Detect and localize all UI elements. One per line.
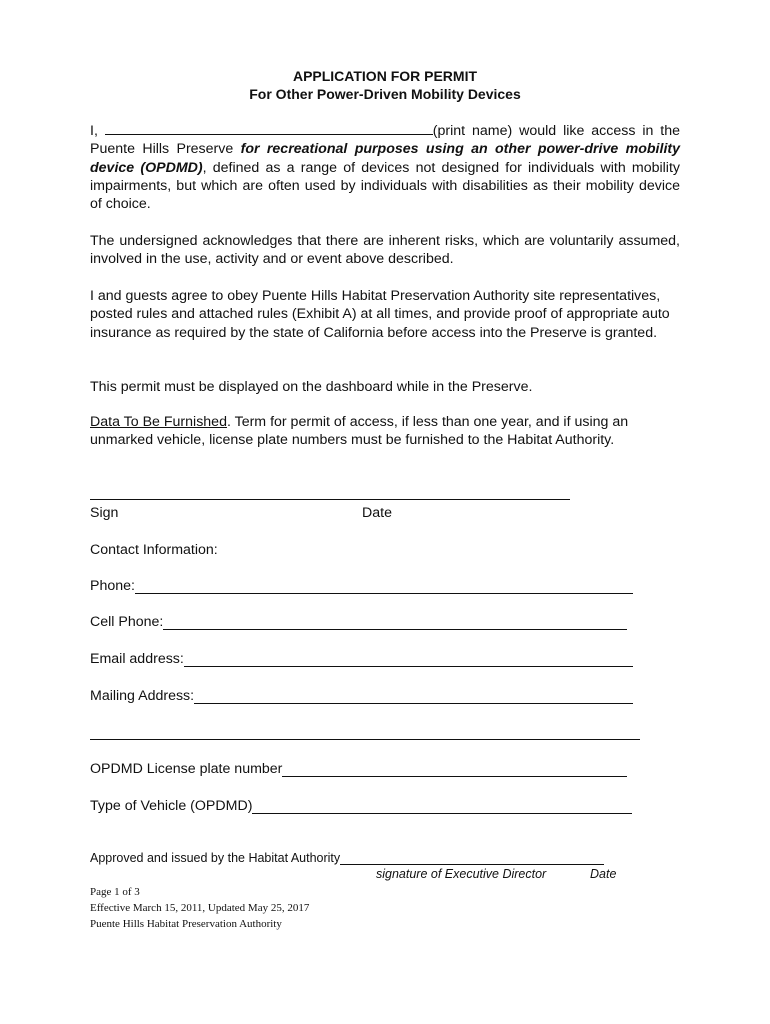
footer <box>90 884 309 932</box>
cell-phone-row <box>90 614 627 630</box>
license-plate-field[interactable] <box>282 762 627 777</box>
effective-date: Effective March 15, 2011, Updated May 25, 2017 <box>90 902 310 914</box>
email-label: Email address: <box>90 651 184 667</box>
print-name-field[interactable] <box>105 121 433 135</box>
vehicle-type-field[interactable] <box>252 799 632 814</box>
intro-prefix: I, <box>90 123 105 139</box>
contact-heading: Contact Information: <box>90 542 218 558</box>
mailing-address-field[interactable] <box>194 689 633 704</box>
mailing-address-row <box>90 688 633 704</box>
rules-paragraph: I and guests agree to obey Puente Hills Habitat Preservation Authority site representatives, posted rules and attached rules (Exhibit A) at all times, and provide proof of appropriate auto insurance as required by the state of California before access into the Preserve is granted. <box>90 288 670 341</box>
mailing-address-label: Mailing Address: <box>90 688 195 704</box>
approval-date-caption: Date <box>590 867 617 881</box>
email-field[interactable] <box>184 652 633 667</box>
intro-paragraph <box>90 121 680 213</box>
dashboard-paragraph: This permit must be displayed on the dashboard while in the Preserve. <box>90 379 533 395</box>
sign-label: Sign <box>90 505 119 521</box>
date-label: Date <box>362 505 392 521</box>
data-furnished-text: . Term for permit of access, if less than one year, and if using an unmarked vehicle, license plate numbers must be furnished to the Habitat Authority. <box>90 414 629 449</box>
phone-label: Phone: <box>90 578 135 594</box>
license-plate-row <box>90 761 627 777</box>
director-signature-field[interactable] <box>340 852 604 865</box>
document-title: APPLICATION FOR PERMIT <box>292 68 478 84</box>
data-furnished-heading: Data To Be Furnished <box>90 414 227 430</box>
email-row <box>90 651 633 667</box>
sign-date-line[interactable] <box>90 499 570 500</box>
intro-emphasis: for recreational purposes using an other power-drive mobility device (OPDMD) <box>90 141 681 176</box>
cell-phone-label: Cell Phone: <box>90 614 164 630</box>
cell-phone-field[interactable] <box>163 615 627 630</box>
vehicle-type-label: Type of Vehicle (OPDMD) <box>90 798 253 814</box>
intro-rest: , defined as a range of devices not designed for individuals with mobility impairments, but which are often used by individuals with disabilities as their mobility device of choice. <box>90 159 680 213</box>
phone-field[interactable] <box>135 579 633 594</box>
data-furnished-paragraph <box>90 413 680 450</box>
organization-name: Puente Hills Habitat Preservation Authority <box>90 918 282 930</box>
document-subtitle: For Other Power-Driven Mobility Devices <box>249 86 521 102</box>
vehicle-type-row <box>90 798 632 814</box>
director-signature-caption: signature of Executive Director <box>376 867 547 881</box>
phone-row <box>90 578 633 594</box>
page-number: Page 1 of 3 <box>90 886 140 898</box>
intro-after-blank: (print name) would like access in the Puente Hills Preserve <box>90 123 681 158</box>
risk-paragraph: The undersigned acknowledges that there are inherent risks, which are voluntarily assumed, involved in the use, activity and or event above described. <box>90 233 680 268</box>
approval-row <box>90 851 604 865</box>
license-plate-label: OPDMD License plate number <box>90 761 283 777</box>
mailing-address-line-2[interactable] <box>90 739 640 740</box>
approval-label: Approved and issued by the Habitat Authority <box>90 851 341 865</box>
